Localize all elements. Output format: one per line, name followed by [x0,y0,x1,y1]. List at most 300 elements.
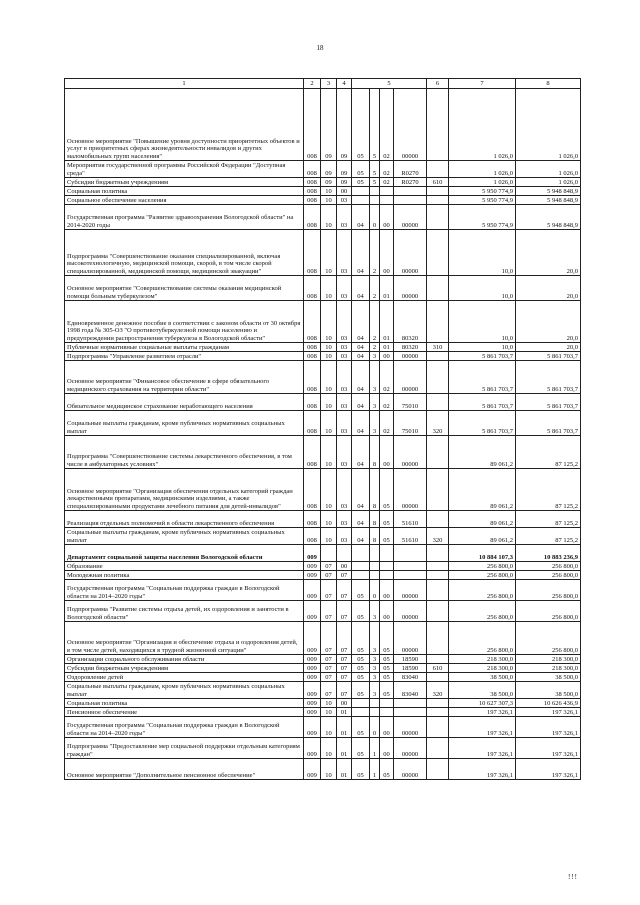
table-row [65,394,581,411]
row-target-code: 80320 [394,343,427,352]
row-expense-type [427,89,449,161]
row-section: 10 [321,301,337,343]
row-target-measure [380,562,394,571]
row-grbs: 009 [304,571,321,580]
row-target-program: 05 [352,738,370,759]
row-expense-type [427,673,449,682]
row-amount-year2: 10 883 236,9 [516,545,581,562]
row-target-measure: 05 [380,622,394,655]
row-target-measure: 05 [380,655,394,664]
row-target-program: 04 [352,361,370,394]
table-row [65,664,581,673]
row-amount-year2: 197 326,1 [516,717,581,738]
row-section: 09 [321,89,337,161]
row-grbs: 009 [304,622,321,655]
row-target-code: 00000 [394,601,427,622]
table-row [65,352,581,361]
row-amount-year1: 89 061,2 [449,511,516,528]
row-target-measure: 05 [380,528,394,545]
row-amount-year1: 218 300,0 [449,655,516,664]
row-target-subprogram: 8 [370,469,380,511]
row-target-code: 00000 [394,469,427,511]
row-amount-year2: 256 800,0 [516,622,581,655]
row-amount-year2: 5 948 848,9 [516,205,581,230]
row-subsection [337,545,352,562]
table-row [65,469,581,511]
row-name: Обязательное медицинское страхование неработающего населения [65,394,304,411]
row-subsection: 00 [337,187,352,196]
row-target-measure [380,196,394,205]
row-expense-type [427,545,449,562]
row-target-subprogram: 0 [370,205,380,230]
row-target-measure: 00 [380,205,394,230]
row-grbs: 008 [304,161,321,178]
row-target-program: 05 [352,717,370,738]
table-row [65,411,581,436]
row-target-measure [380,545,394,562]
row-target-subprogram: 3 [370,361,380,394]
row-grbs: 009 [304,738,321,759]
row-target-subprogram: 8 [370,528,380,545]
row-target-subprogram: 3 [370,411,380,436]
row-section: 10 [321,352,337,361]
row-expense-type [427,161,449,178]
row-name: Государственная программа "Развитие здравоохранения Вологодской области" на 2014-2020 годы [65,205,304,230]
row-subsection: 07 [337,655,352,664]
row-target-subprogram: 5 [370,161,380,178]
row-target-measure: 05 [380,511,394,528]
row-amount-year2: 38 500,0 [516,682,581,699]
row-expense-type [427,562,449,571]
row-grbs: 008 [304,205,321,230]
row-grbs: 008 [304,301,321,343]
table-row [65,205,581,230]
table-row [65,528,581,545]
row-expense-type [427,436,449,469]
row-amount-year1: 89 061,2 [449,436,516,469]
row-name: Подпрограмма "Совершенствование оказания специализированной, включая высокотехнологичную, медицинской помощи, скорой, в том числе скорой специализированной, медицинской помощи, медицинской эвакуации" [65,230,304,276]
row-section: 10 [321,436,337,469]
row-expense-type [427,622,449,655]
row-target-measure: 00 [380,436,394,469]
row-target-measure: 02 [380,161,394,178]
row-amount-year1: 5 861 703,7 [449,361,516,394]
row-target-subprogram: 5 [370,178,380,187]
row-target-program [352,196,370,205]
row-subsection: 07 [337,601,352,622]
row-target-program: 04 [352,205,370,230]
budget-table [64,78,581,780]
row-grbs: 009 [304,601,321,622]
row-amount-year1: 5 950 774,9 [449,196,516,205]
row-name: Подпрограмма "Управление развитием отрасли" [65,352,304,361]
header-cell-2: 2 [304,79,321,89]
row-target-measure: 02 [380,178,394,187]
table-row [65,580,581,601]
row-target-code: 18590 [394,664,427,673]
row-name: Основное мероприятие "Организация и обеспечение отдыха и оздоровления детей, в том числе детей, находящихся в трудной жизненной ситуации" [65,622,304,655]
row-grbs: 008 [304,361,321,394]
row-section: 10 [321,717,337,738]
row-target-code [394,699,427,708]
row-target-code: 51610 [394,511,427,528]
row-target-measure: 00 [380,601,394,622]
table-row [65,601,581,622]
row-amount-year1: 197 326,1 [449,708,516,717]
row-target-measure: 01 [380,301,394,343]
row-target-measure: 00 [380,717,394,738]
row-amount-year2: 5 948 848,9 [516,187,581,196]
row-target-code: 00000 [394,205,427,230]
table-row [65,717,581,738]
row-amount-year1: 5 950 774,9 [449,187,516,196]
row-grbs: 009 [304,655,321,664]
row-amount-year1: 256 800,0 [449,571,516,580]
row-target-measure: 00 [380,352,394,361]
row-amount-year1: 1 026,0 [449,161,516,178]
row-target-subprogram: 2 [370,230,380,276]
row-name: Подпрограмма "Развитие системы отдыха детей, их оздоровления и занятости в Вологодской области" [65,601,304,622]
row-amount-year1: 218 300,0 [449,664,516,673]
row-target-code: 18590 [394,655,427,664]
table-row [65,361,581,394]
row-section [321,545,337,562]
row-expense-type [427,717,449,738]
row-target-program: 05 [352,673,370,682]
row-grbs: 008 [304,343,321,352]
row-target-subprogram [370,196,380,205]
row-target-code: 83040 [394,673,427,682]
footer-mark: !!! [568,873,578,881]
row-amount-year1: 89 061,2 [449,528,516,545]
row-target-measure [380,571,394,580]
row-target-subprogram [370,562,380,571]
row-section: 07 [321,682,337,699]
row-name: Департамент социальной защиты населения Вологодской области [65,545,304,562]
row-target-code [394,196,427,205]
row-target-measure: 02 [380,394,394,411]
row-target-code [394,708,427,717]
row-target-program: 04 [352,469,370,511]
table-row [65,708,581,717]
row-expense-type [427,601,449,622]
row-section: 10 [321,394,337,411]
row-section: 10 [321,205,337,230]
row-expense-type [427,580,449,601]
row-target-code [394,562,427,571]
row-target-subprogram: 0 [370,717,380,738]
row-subsection: 03 [337,411,352,436]
row-grbs: 008 [304,230,321,276]
row-amount-year2: 218 300,0 [516,655,581,664]
row-subsection: 03 [337,196,352,205]
row-expense-type: 320 [427,682,449,699]
row-target-program: 05 [352,161,370,178]
row-target-program: 05 [352,759,370,780]
row-expense-type [427,276,449,301]
row-grbs: 009 [304,562,321,571]
row-subsection: 00 [337,562,352,571]
row-target-program [352,562,370,571]
row-section: 07 [321,580,337,601]
row-amount-year2: 87 125,2 [516,436,581,469]
row-grbs: 008 [304,89,321,161]
row-name: Образование [65,562,304,571]
row-section: 10 [321,738,337,759]
row-target-measure: 00 [380,580,394,601]
row-amount-year2: 10 626 436,9 [516,699,581,708]
row-amount-year2: 5 861 703,7 [516,361,581,394]
row-target-code: 00000 [394,622,427,655]
row-target-program: 04 [352,528,370,545]
row-subsection: 01 [337,717,352,738]
row-target-measure: 02 [380,89,394,161]
row-target-subprogram: 0 [370,580,380,601]
row-expense-type: 610 [427,664,449,673]
row-name: Социальная политика [65,187,304,196]
row-subsection: 01 [337,708,352,717]
row-amount-year1: 38 500,0 [449,673,516,682]
row-grbs: 008 [304,187,321,196]
row-target-subprogram: 3 [370,622,380,655]
table-row [65,545,581,562]
row-target-code [394,571,427,580]
row-target-measure: 02 [380,361,394,394]
row-target-measure: 01 [380,276,394,301]
row-target-subprogram: 2 [370,301,380,343]
row-target-code: 00000 [394,230,427,276]
row-name: Пенсионное обеспечение [65,708,304,717]
row-amount-year1: 197 326,1 [449,738,516,759]
table-row [65,673,581,682]
row-section: 10 [321,196,337,205]
row-name: Подпрограмма "Совершенствование системы лекарственного обеспечения, в том числе в амбулаторных условиях" [65,436,304,469]
row-section: 07 [321,664,337,673]
table-row [65,187,581,196]
row-target-program: 05 [352,89,370,161]
row-grbs: 009 [304,759,321,780]
row-target-code: 51610 [394,528,427,545]
row-grbs: 008 [304,411,321,436]
row-target-code: 00000 [394,276,427,301]
row-target-program: 05 [352,622,370,655]
row-subsection: 03 [337,469,352,511]
row-name: Молодежная политика [65,571,304,580]
row-target-code: 00000 [394,580,427,601]
row-amount-year2: 256 800,0 [516,562,581,571]
table-row [65,301,581,343]
row-name: Единовременное денежное пособие в соответствии с законом области от 30 октября 1998 года № 305-ОЗ "О противотуберкулезной помощи населению и предупреждении распространения туберкулеза в Вологодской области" [65,301,304,343]
row-amount-year1: 5 861 703,7 [449,411,516,436]
row-grbs: 009 [304,717,321,738]
row-name: Мероприятия государственной программы Российской Федерации "Доступная среда" [65,161,304,178]
row-section: 10 [321,511,337,528]
row-amount-year1: 256 800,0 [449,622,516,655]
row-target-measure: 02 [380,411,394,436]
row-section: 07 [321,601,337,622]
row-grbs: 009 [304,664,321,673]
table-row [65,699,581,708]
row-section: 09 [321,178,337,187]
row-target-subprogram: 3 [370,682,380,699]
row-subsection: 07 [337,682,352,699]
row-expense-type [427,352,449,361]
row-section: 10 [321,699,337,708]
row-subsection: 09 [337,89,352,161]
row-target-measure [380,708,394,717]
row-amount-year2: 5 948 848,9 [516,196,581,205]
row-expense-type [427,469,449,511]
row-target-measure: 01 [380,343,394,352]
row-amount-year1: 10,0 [449,276,516,301]
row-amount-year2: 197 326,1 [516,708,581,717]
row-grbs: 009 [304,673,321,682]
row-subsection: 03 [337,205,352,230]
row-section: 10 [321,361,337,394]
row-amount-year2: 256 800,0 [516,601,581,622]
row-expense-type [427,708,449,717]
row-expense-type [427,759,449,780]
row-target-code: 00000 [394,759,427,780]
row-target-program: 05 [352,664,370,673]
row-amount-year1: 1 026,0 [449,178,516,187]
row-grbs: 008 [304,436,321,469]
row-amount-year1: 5 861 703,7 [449,394,516,411]
row-amount-year2: 20,0 [516,301,581,343]
table-row [65,562,581,571]
row-target-subprogram: 3 [370,673,380,682]
row-target-measure: 05 [380,759,394,780]
row-target-program: 04 [352,394,370,411]
row-amount-year2: 218 300,0 [516,664,581,673]
row-target-subprogram: 1 [370,759,380,780]
row-name: Государственная программа "Социальная поддержка граждан в Вологодской области на 2014–2020 годы" [65,717,304,738]
row-target-program [352,545,370,562]
row-target-code: 00000 [394,738,427,759]
row-subsection: 03 [337,511,352,528]
row-amount-year1: 256 800,0 [449,580,516,601]
row-amount-year2: 20,0 [516,343,581,352]
row-subsection: 03 [337,394,352,411]
row-target-subprogram [370,187,380,196]
table-row [65,655,581,664]
row-amount-year1: 197 326,1 [449,759,516,780]
row-amount-year2: 1 026,0 [516,161,581,178]
row-target-measure: 05 [380,682,394,699]
header-cell-8: 8 [516,79,581,89]
row-subsection: 07 [337,664,352,673]
header-row [65,79,581,89]
row-amount-year1: 197 326,1 [449,717,516,738]
row-target-subprogram: 8 [370,511,380,528]
row-grbs: 009 [304,545,321,562]
row-target-program [352,571,370,580]
row-grbs: 009 [304,699,321,708]
row-target-subprogram: 3 [370,601,380,622]
table-row [65,161,581,178]
row-target-program: 05 [352,178,370,187]
row-grbs: 008 [304,196,321,205]
row-target-measure: 05 [380,664,394,673]
row-amount-year2: 20,0 [516,230,581,276]
row-section: 10 [321,708,337,717]
row-target-code: 00000 [394,717,427,738]
row-name: Социальные выплаты гражданам, кроме публичных нормативных социальных выплат [65,682,304,699]
row-subsection: 03 [337,301,352,343]
row-target-subprogram: 3 [370,664,380,673]
row-section: 07 [321,562,337,571]
row-target-program: 04 [352,301,370,343]
row-target-subprogram: 2 [370,343,380,352]
row-target-program [352,187,370,196]
row-section: 07 [321,673,337,682]
row-expense-type [427,205,449,230]
table-row [65,436,581,469]
row-target-measure [380,699,394,708]
table-row [65,196,581,205]
row-subsection: 03 [337,352,352,361]
row-target-subprogram: 3 [370,352,380,361]
row-amount-year2: 87 125,2 [516,469,581,511]
row-target-code: R0270 [394,178,427,187]
row-section: 10 [321,343,337,352]
row-target-program: 04 [352,352,370,361]
table-row [65,178,581,187]
row-expense-type [427,738,449,759]
row-grbs: 008 [304,528,321,545]
row-amount-year1: 10,0 [449,301,516,343]
table-row [65,276,581,301]
row-amount-year2: 87 125,2 [516,528,581,545]
table-row [65,738,581,759]
header-cell-7: 7 [449,79,516,89]
header-cell-5: 5 [352,79,427,89]
row-subsection: 03 [337,343,352,352]
row-name: Публичные нормативные социальные выплаты гражданам [65,343,304,352]
row-expense-type [427,394,449,411]
row-target-program [352,708,370,717]
row-amount-year1: 10 884 107,3 [449,545,516,562]
row-target-program: 04 [352,276,370,301]
row-name: Субсидии бюджетным учреждениям [65,664,304,673]
row-name: Организации социального обслуживания области [65,655,304,664]
table-row [65,511,581,528]
row-subsection: 03 [337,230,352,276]
row-name: Субсидии бюджетным учреждениям [65,178,304,187]
row-target-program: 05 [352,580,370,601]
row-section: 10 [321,759,337,780]
row-grbs: 008 [304,276,321,301]
row-subsection: 09 [337,178,352,187]
row-amount-year2: 5 861 703,7 [516,394,581,411]
row-subsection: 03 [337,528,352,545]
table-row [65,622,581,655]
row-target-program: 04 [352,343,370,352]
row-target-code [394,545,427,562]
row-expense-type [427,301,449,343]
row-subsection: 03 [337,436,352,469]
row-target-program: 04 [352,511,370,528]
row-amount-year2: 5 861 703,7 [516,411,581,436]
row-expense-type [427,571,449,580]
row-target-subprogram: 2 [370,276,380,301]
row-target-subprogram: 1 [370,738,380,759]
row-section: 07 [321,571,337,580]
row-target-code: 75010 [394,394,427,411]
row-amount-year1: 10 627 307,3 [449,699,516,708]
row-subsection: 00 [337,699,352,708]
row-name: Основное мероприятие "Финансовое обеспечение в сфере обязательного медицинского страхования на территории области" [65,361,304,394]
